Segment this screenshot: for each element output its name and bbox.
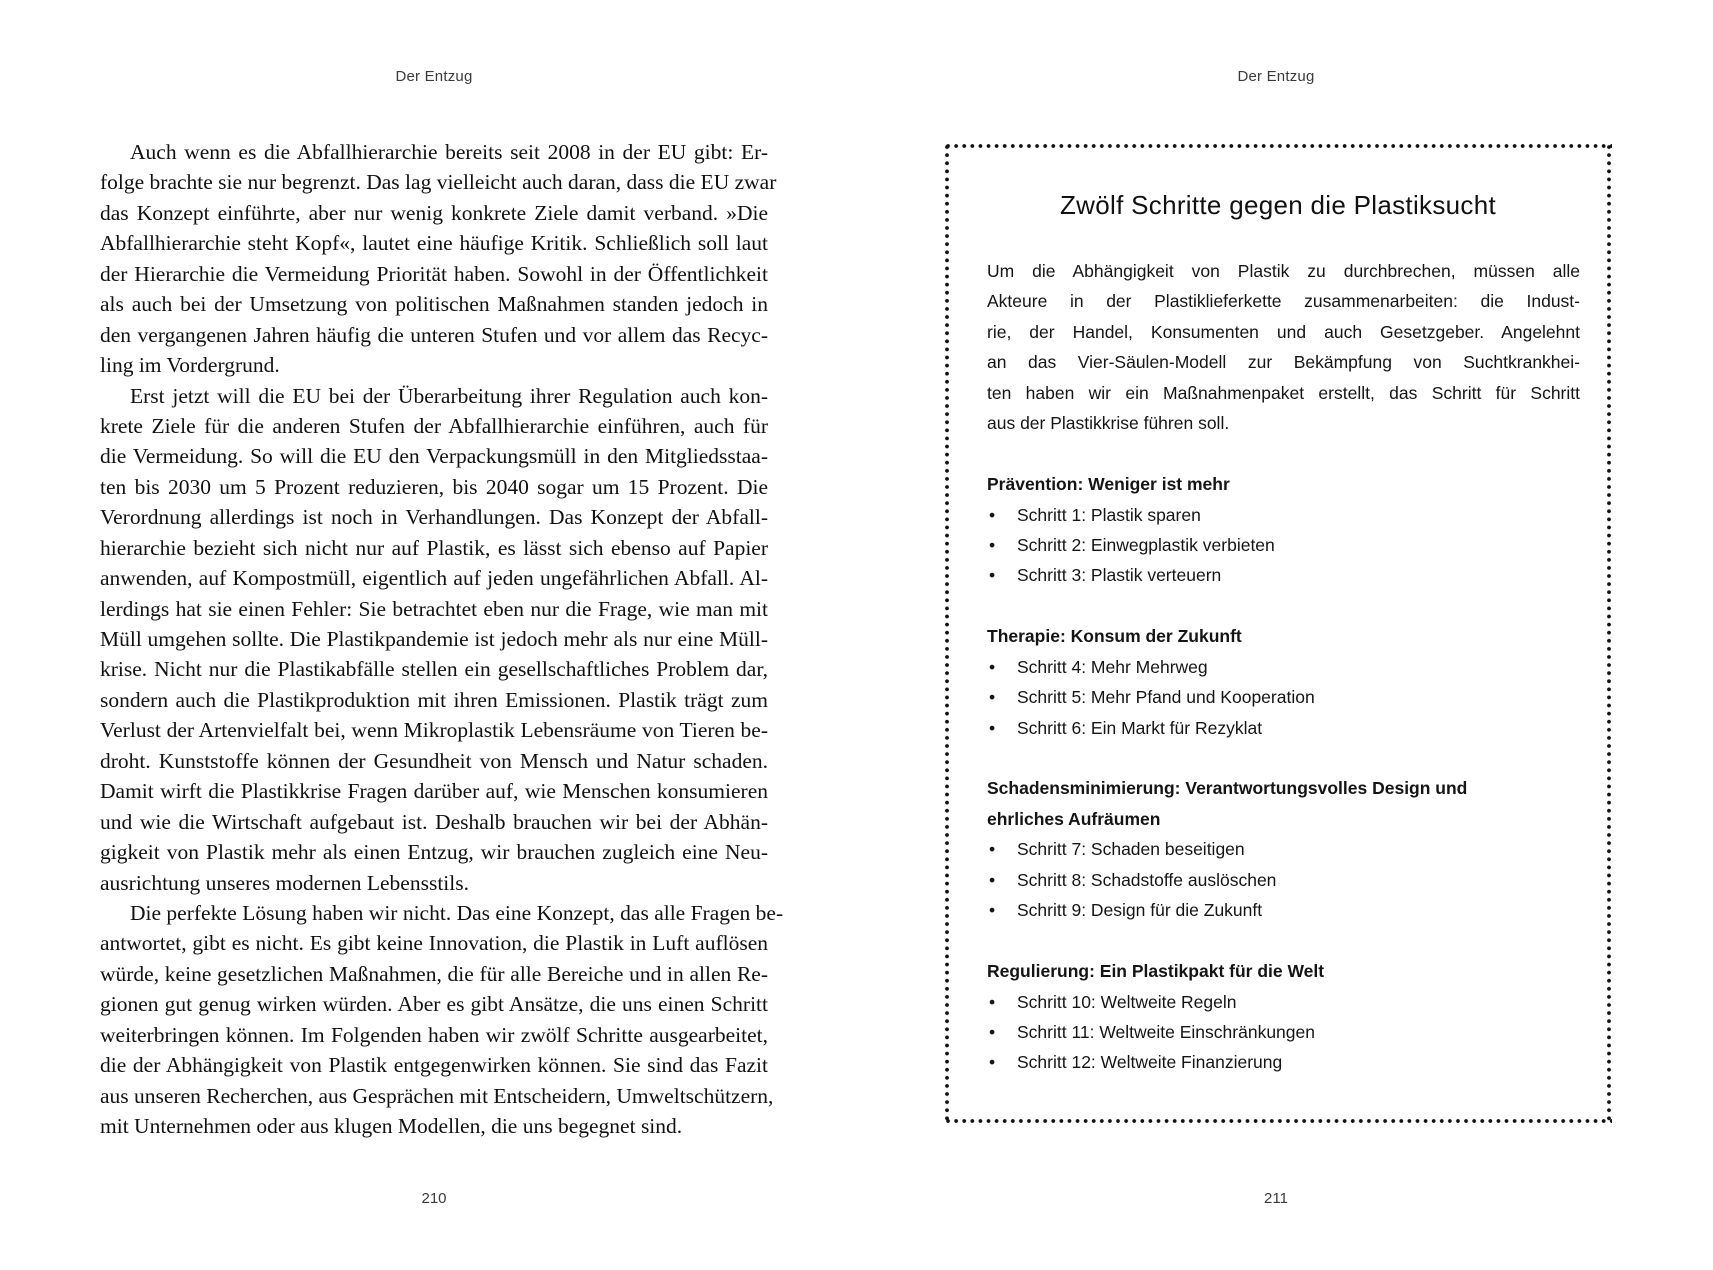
bullet-icon: •: [989, 504, 996, 525]
text-line: Verordnung allerdings ist noch in Verhandlungen. Das Konzept der Abfall-: [100, 505, 768, 530]
step-label: Schritt 2: Einwegplastik verbieten: [1017, 534, 1275, 555]
spacer: [987, 439, 1580, 469]
text-line: ling im Vordergrund.: [100, 353, 280, 378]
text-line: Auch wenn es die Abfallhierarchie bereits seit 2008 in der EU gibt: Er-: [130, 140, 768, 164]
text-line: folge brachte sie nur begrenzt. Das lag vielleicht auch daran, dass die EU zwar: [100, 170, 777, 195]
text-line: Die perfekte Lösung haben wir nicht. Das eine Konzept, das alle Fragen be-: [130, 900, 784, 925]
step-item: [987, 987, 1580, 1017]
text-line: gionen gut genug wirken würden. Aber es gibt Ansätze, die uns einen Schritt: [100, 992, 768, 1017]
step-item: [987, 713, 1580, 743]
text-line: anwenden, auf Kompostmüll, eigentlich auf jeden ungefährlichen Abfall. Al-: [100, 566, 768, 591]
step-label: Schritt 4: Mehr Mehrweg: [1017, 656, 1208, 677]
bullet-icon: •: [989, 900, 996, 921]
text-line: der Hierarchie die Vermeidung Priorität haben. Sowohl in der Öffentlichkeit: [100, 261, 768, 286]
page-number: 211: [1264, 1190, 1288, 1207]
step-label: Schritt 10: Weltweite Regeln: [1017, 991, 1237, 1012]
text-line: die Vermeidung. So will die EU den Verpackungsmüll in den Mitgliedsstaa-: [100, 444, 768, 469]
step-item: [987, 1017, 1580, 1047]
intro-line: aus der Plastikkrise führen soll.: [987, 413, 1230, 434]
spacer: [987, 926, 1580, 956]
text-line: ausrichtung unseres modernen Lebensstils.: [100, 870, 469, 895]
step-label: Schritt 5: Mehr Pfand und Kooperation: [1017, 687, 1315, 708]
section-heading-schadensminimierung: Schadensminimierung: Verantwortungsvolles Design und: [987, 778, 1468, 799]
text-line: Erst jetzt will die EU bei der Überarbeitung ihrer Regulation auch kon-: [130, 383, 768, 408]
bullet-icon: •: [989, 687, 996, 708]
spacer: [987, 743, 1580, 773]
bullet-icon: •: [989, 656, 996, 677]
text-line: und wie die Wirtschaft aufgebaut ist. Deshalb brauchen wir bei der Abhän-: [100, 809, 768, 834]
step-label: Schritt 7: Schaden beseitigen: [1017, 839, 1245, 860]
step-label: Schritt 9: Design für die Zukunft: [1017, 900, 1263, 921]
step-item: [987, 1047, 1580, 1077]
text-line: krete Ziele für die anderen Stufen der Abfallhierarchie einführen, auch für: [100, 413, 768, 438]
text-line: gigkeit von Plastik mehr als einen Entzug, wir brauchen zugleich eine Neu-: [100, 840, 768, 865]
running-head: Der Entzug: [395, 68, 473, 85]
text-line: den vergangenen Jahren häufig die unteren Stufen und vor allem das Recyc-: [100, 322, 768, 347]
text-line: Verlust der Artenvielfalt bei, wenn Mikroplastik Lebensräume von Tieren be-: [100, 718, 768, 743]
step-item: [987, 560, 1580, 590]
text-line: weiterbringen können. Im Folgenden haben wir zwölf Schritte ausgearbeitet,: [100, 1022, 768, 1047]
step-item: [987, 500, 1580, 530]
intro-line: Akteure in der Plastiklieferkette zusammenarbeiten: die Indust-: [987, 291, 1580, 312]
bullet-icon: •: [989, 534, 996, 555]
step-item: [987, 530, 1580, 560]
spacer: [987, 591, 1580, 621]
step-label: Schritt 1: Plastik sparen: [1017, 504, 1201, 525]
intro-line: ten haben wir ein Maßnahmenpaket erstellt, das Schritt für Schritt: [987, 382, 1580, 403]
page-number: 210: [421, 1190, 447, 1207]
text-line: Müll umgehen sollte. Die Plastikpandemie ist jedoch mehr als nur eine Müll-: [100, 627, 768, 651]
step-label: Schritt 12: Weltweite Finanzierung: [1017, 1052, 1283, 1073]
intro-line: Um die Abhängigkeit von Plastik zu durchbrechen, müssen alle: [987, 261, 1580, 281]
text-line: Damit wirft die Plastikkrise Fragen darüber auf, wie Menschen konsumieren: [100, 779, 768, 804]
intro-line: rie, der Handel, Konsumenten und auch Gesetzgeber. Angelehnt: [987, 321, 1580, 342]
text-line: die der Abhängigkeit von Plastik entgegenwirken können. Sie sind das Fazit: [100, 1053, 768, 1078]
text-line: lerdings hat sie einen Fehler: Sie betrachtet eben nur die Frage, wie man mit: [100, 596, 768, 621]
text-line: droht. Kunststoffe können der Gesundheit von Mensch und Natur schaden.: [100, 748, 768, 773]
step-item: [987, 865, 1580, 895]
bullet-icon: •: [989, 717, 996, 738]
text-line: antwortet, gibt es nicht. Es gibt keine Innovation, die Plastik in Luft auflösen: [100, 931, 768, 956]
section-heading-therapie: Therapie: Konsum der Zukunft: [987, 626, 1242, 647]
text-line: sondern auch die Plastikproduktion mit ihren Emissionen. Plastik trägt zum: [100, 687, 768, 712]
body-text: [100, 137, 784, 1141]
right-page: [856, 0, 1713, 1270]
step-label: Schritt 11: Weltweite Einschränkungen: [1017, 1021, 1315, 1042]
text-line: das Konzept einführte, aber nur wenig konkrete Ziele damit verband. »Die: [100, 200, 768, 225]
section-heading-praevention: Prävention: Weniger ist mehr: [987, 474, 1230, 495]
text-line: Abfallhierarchie steht Kopf«, lautet eine häufige Kritik. Schließlich soll laut: [100, 231, 768, 256]
bullet-icon: •: [989, 869, 996, 890]
text-line: ten bis 2030 um 5 Prozent reduzieren, bis 2040 sogar um 15 Prozent. Die: [100, 474, 768, 499]
box-content: [987, 256, 1580, 1078]
text-line: würde, keine gesetzlichen Maßnahmen, die für alle Bereiche und in allen Re-: [100, 961, 768, 986]
bullet-icon: •: [989, 991, 996, 1012]
step-label: Schritt 6: Ein Markt für Rezyklat: [1017, 717, 1263, 738]
box-title: Zwölf Schritte gegen die Plastiksucht: [1060, 190, 1496, 220]
text-line: aus unseren Recherchen, aus Gesprächen mit Entscheidern, Umweltschützern,: [100, 1083, 774, 1108]
bullet-icon: •: [989, 565, 996, 586]
text-line: krise. Nicht nur die Plastikabfälle stellen ein gesellschaftliches Problem dar,: [100, 657, 768, 682]
step-item: [987, 834, 1580, 864]
running-head: Der Entzug: [1237, 68, 1315, 85]
bullet-icon: •: [989, 1052, 996, 1073]
step-item: [987, 652, 1580, 682]
text-line: mit Unternehmen oder aus klugen Modellen, die uns begegnet sind.: [100, 1114, 683, 1138]
section-heading-schadensminimierung-cont: ehrliches Aufräumen: [987, 808, 1161, 829]
bullet-icon: •: [989, 1021, 996, 1042]
dotted-info-box: [944, 143, 1612, 1124]
step-label: Schritt 8: Schadstoffe auslöschen: [1017, 869, 1277, 890]
text-line: als auch bei der Umsetzung von politischen Maßnahmen standen jedoch in: [100, 292, 768, 317]
step-item: [987, 682, 1580, 712]
section-heading-regulierung: Regulierung: Ein Plastikpakt für die Welt: [987, 961, 1325, 982]
left-page: [0, 0, 856, 1270]
step-item: [987, 895, 1580, 925]
step-label: Schritt 3: Plastik verteuern: [1017, 565, 1222, 586]
text-line: hierarchie bezieht sich nicht nur auf Plastik, es lässt sich ebenso auf Papier: [100, 535, 768, 560]
bullet-icon: •: [989, 839, 996, 860]
intro-line: an das Vier-Säulen-Modell zur Bekämpfung von Suchtkrankhei-: [987, 352, 1580, 373]
